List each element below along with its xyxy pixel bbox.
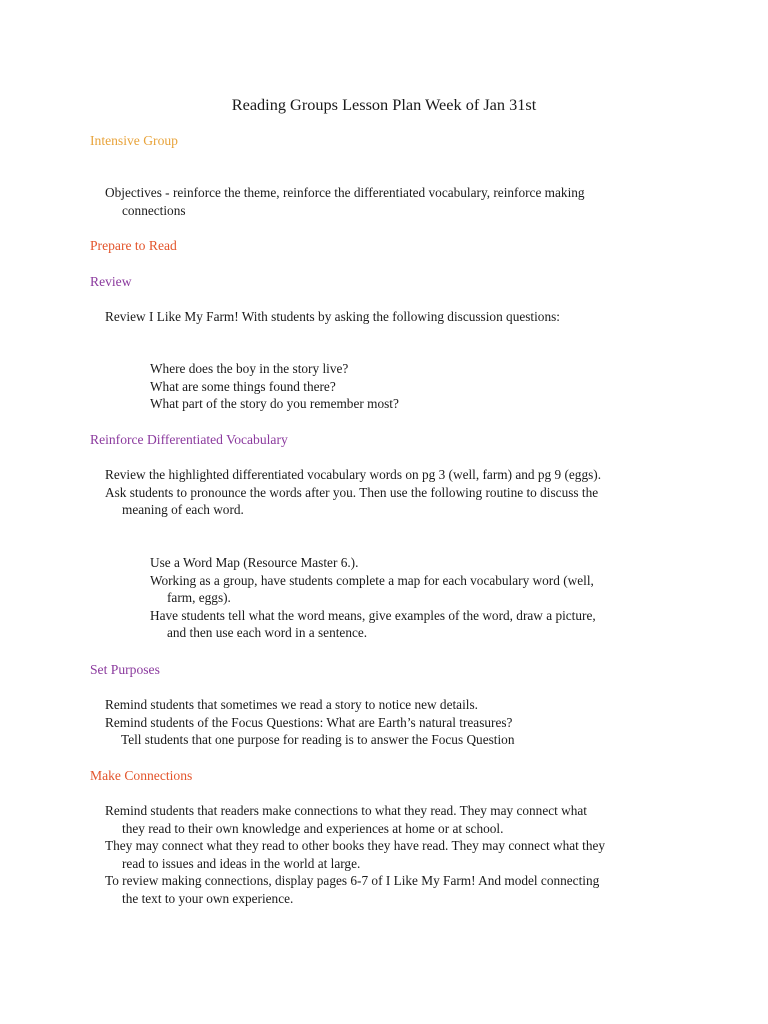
page-title: Reading Groups Lesson Plan Week of Jan 31st [231, 95, 537, 114]
objectives-line: Objectives - reinforce the theme, reinforce the differentiated vocabulary, reinforce making [105, 185, 585, 200]
heading-review: Review [90, 274, 132, 289]
connection-line: Remind students that readers make connections to what they read. They may connect what [105, 803, 587, 818]
routine-item: Use a Word Map (Resource Master 6.). [150, 555, 359, 570]
routine-item-continuation: and then use each word in a sentence. [167, 625, 368, 641]
connection-line: They may connect what they read to other books they have read. They may connect what they [105, 838, 606, 854]
routine-list [150, 554, 690, 642]
vocabulary-line: meaning of each word. [122, 502, 244, 518]
vocabulary-paragraph [105, 466, 690, 519]
objectives-line: connections [122, 202, 186, 218]
routine-item: Working as a group, have students complete a map for each vocabulary word (well, [150, 572, 594, 588]
connection-line: they read to their own knowledge and experiences at home or at school. [122, 820, 504, 836]
vocabulary-line: Review the highlighted differentiated vocabulary words on pg 3 (well, farm) and pg 9 (eggs). [105, 467, 602, 482]
objectives-paragraph [105, 184, 690, 219]
connection-line: To review making connections, display pages 6-7 of I Like My Farm! And model connecting [105, 873, 600, 889]
purpose-line: Tell students that one purpose for reading is to answer the Focus Question [121, 732, 515, 748]
connection-line: read to issues and ideas in the world at large. [122, 855, 361, 871]
review-paragraph [105, 308, 690, 326]
routine-item: Have students tell what the word means, give examples of the word, draw a picture, [150, 607, 596, 623]
heading-intensive-group: Intensive Group [90, 133, 178, 148]
discussion-questions [150, 360, 690, 413]
heading-prepare-to-read: Prepare to Read [90, 238, 177, 253]
question-item: Where does the boy in the story live? [150, 361, 349, 376]
question-item: What part of the story do you remember most? [150, 396, 399, 412]
vocabulary-line: Ask students to pronounce the words after you. Then use the following routine to discuss the [105, 484, 599, 500]
review-text: Review I Like My Farm! With students by asking the following discussion questions: [105, 309, 560, 324]
question-item: What are some things found there? [150, 378, 336, 394]
connection-line: the text to your own experience. [122, 890, 294, 906]
connections-paragraph [105, 802, 690, 908]
purposes-paragraph [105, 696, 690, 749]
heading-reinforce-vocabulary: Reinforce Differentiated Vocabulary [90, 432, 288, 447]
purpose-line: Remind students of the Focus Questions: What are Earth’s natural treasures? [105, 714, 513, 730]
routine-item-continuation: farm, eggs). [167, 590, 231, 606]
heading-set-purposes: Set Purposes [90, 662, 160, 677]
heading-make-connections: Make Connections [90, 768, 193, 783]
purpose-line: Remind students that sometimes we read a story to notice new details. [105, 697, 478, 712]
